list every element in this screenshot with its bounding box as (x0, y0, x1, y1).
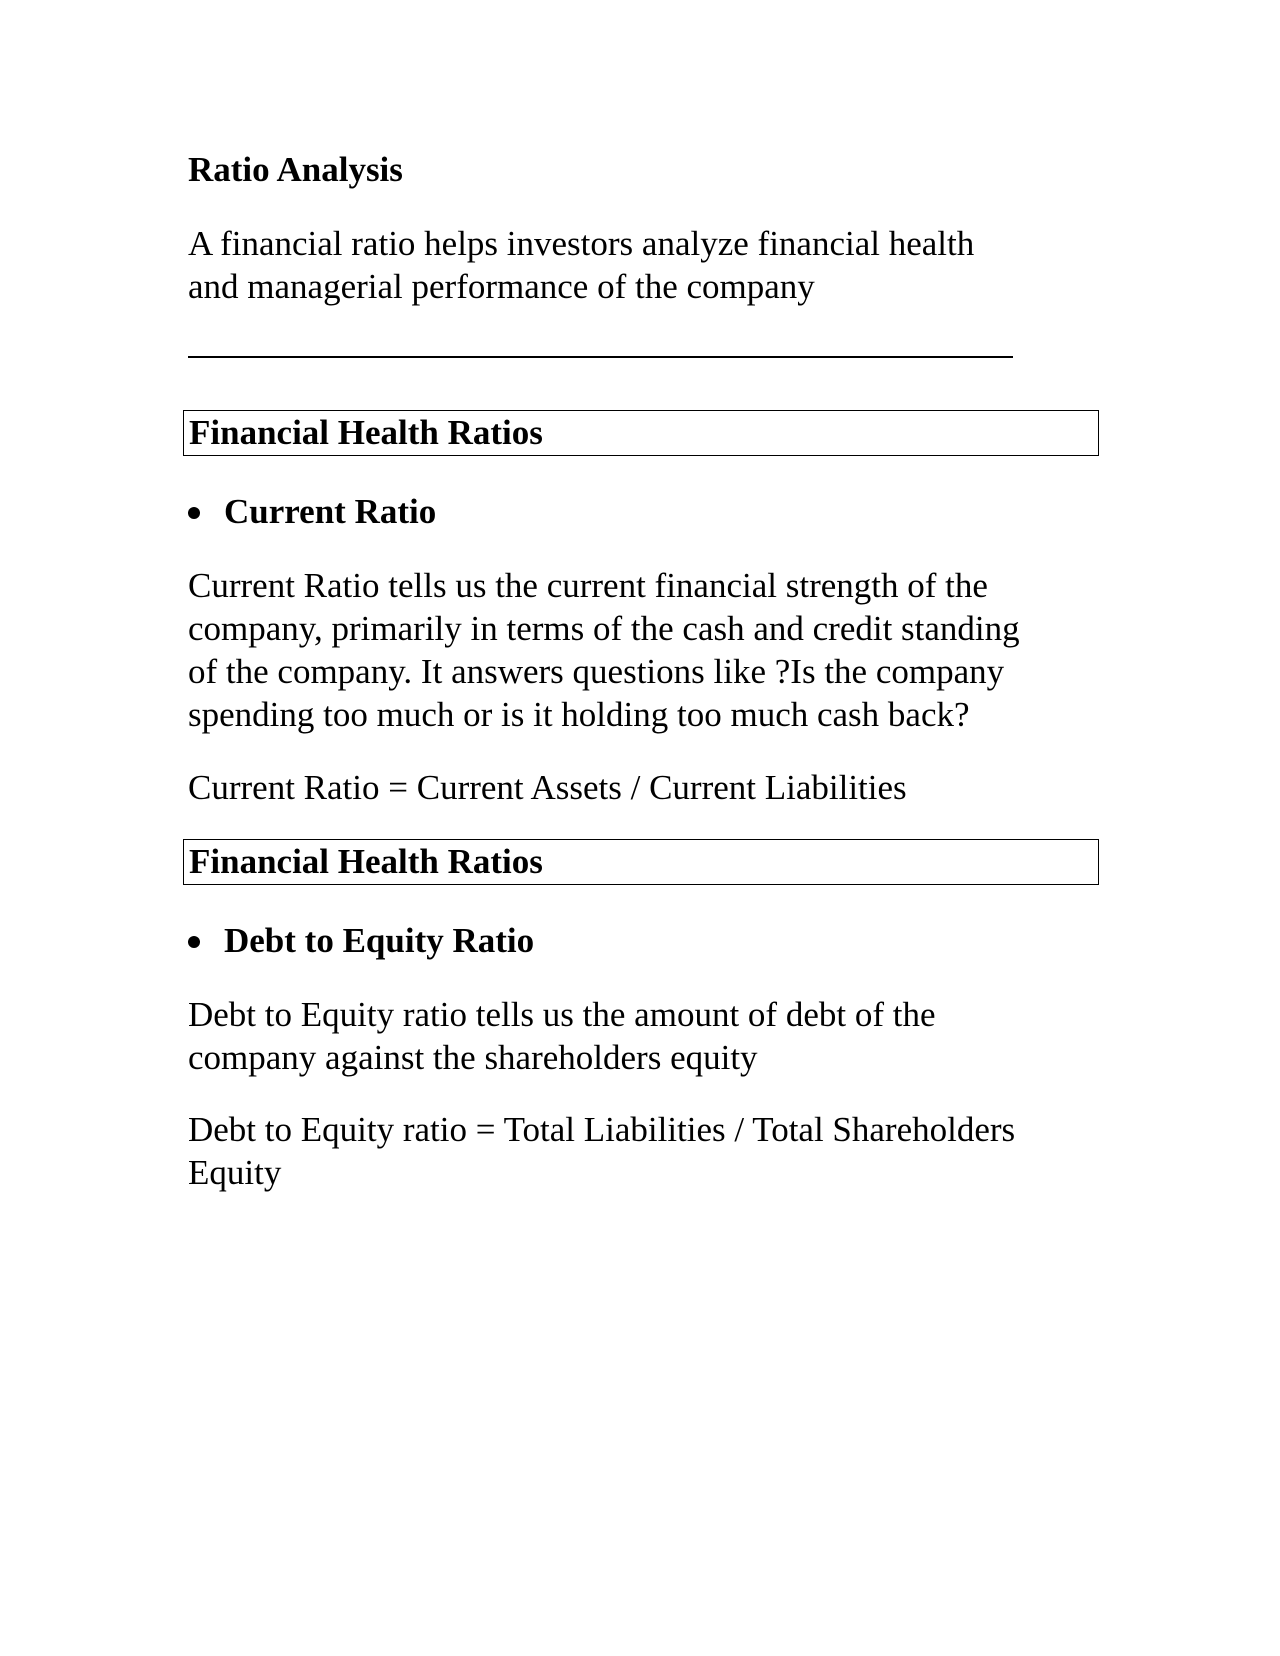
bullet-label: Current Ratio (224, 492, 437, 531)
formula-line: Equity (188, 1153, 282, 1192)
description-line: company, primarily in terms of the cash and credit standing (188, 609, 1020, 648)
description-line: spending too much or is it holding too much cash back? (188, 695, 970, 734)
bullet-icon (188, 936, 200, 948)
bullet-label: Debt to Equity Ratio (224, 921, 535, 960)
description-line: company against the shareholders equity (188, 1038, 758, 1077)
page-title: Ratio Analysis (188, 150, 403, 189)
bullet-icon (188, 507, 200, 519)
intro-line-2: and managerial performance of the company (188, 267, 815, 306)
description-line: Debt to Equity ratio tells us the amount of debt of the (188, 995, 936, 1034)
intro-line-1: A financial ratio helps investors analyze financial health (188, 224, 975, 263)
section-header-box (183, 839, 1099, 885)
formula-line: Debt to Equity ratio = Total Liabilities / Total Shareholders (188, 1110, 1016, 1149)
section-header-box (183, 410, 1099, 456)
section-header-title: Financial Health Ratios (189, 413, 543, 452)
horizontal-rule (188, 356, 1013, 358)
description-line: of the company. It answers questions like ?Is the company (188, 652, 1005, 691)
formula-line: Current Ratio = Current Assets / Current Liabilities (188, 768, 907, 807)
section-header-title: Financial Health Ratios (189, 842, 543, 881)
description-line: Current Ratio tells us the current financial strength of the (188, 566, 988, 605)
